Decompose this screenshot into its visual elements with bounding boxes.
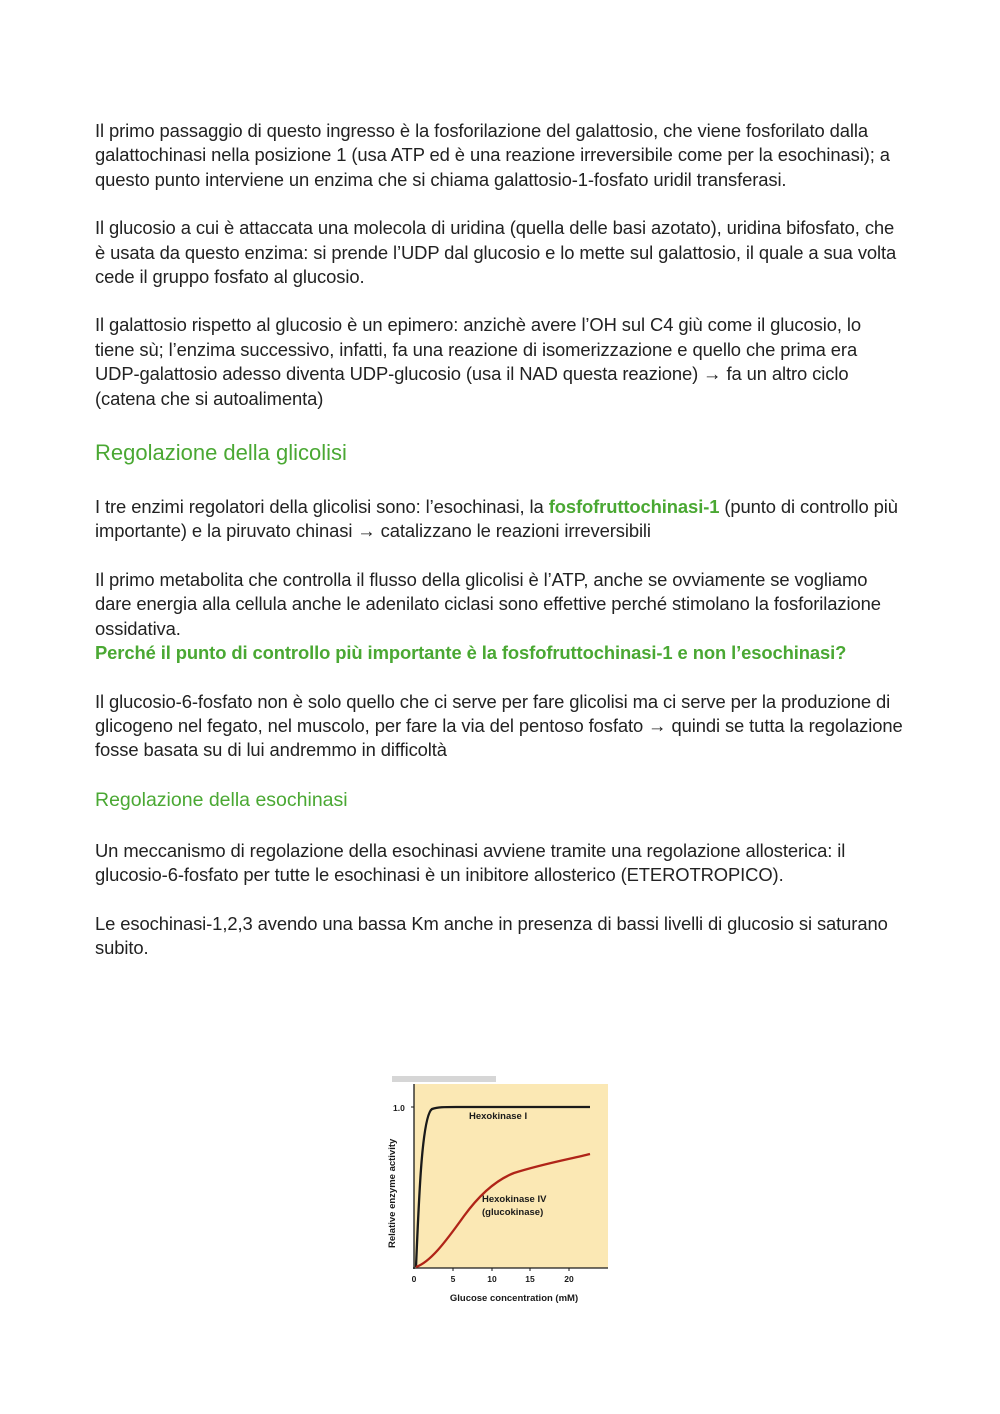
paragraph-galactose-phosphorylation: Il primo passaggio di questo ingresso è la fosforilazione del galattosio, che viene fosforilato dalla galattochinasi nella posizione 1 (usa ATP ed è una reazione irreversibile come per la esochinasi); a questo punto interviene un enzima che si chiama galattosio-1-fosfato uridil transferasi.: [95, 120, 890, 190]
paragraph-atp-control: Il primo metabolita che controlla il flusso della glicolisi è l’ATP, anche se ovviamente se vogliamo dare energia alla cellula anche le adenilato ciclasi sono effettive perché stimolano la fosforilazione ossidativa.: [95, 568, 881, 639]
text-segment: I tre enzimi regolatori della glicolisi sono: l’esochinasi, la: [95, 496, 549, 518]
hexokinase-graph: [382, 1076, 614, 1306]
paragraph-udp-glucose: Il glucosio a cui è attaccata una molecola di uridina (quella delle basi azotato), uridina bifosfato, che è usata da questo enzima: si prende l’UDP dal glucosio e lo mette sul galattosio, il quale a sua volta cede il gruppo fosfato al glucosio.: [95, 217, 897, 288]
cropped-header-remnant: [392, 1076, 496, 1082]
x-tick-labels: [412, 1274, 574, 1284]
x-axis-label: Glucose concentration (mM): [449, 1293, 579, 1304]
x-tick-label: 15: [525, 1274, 535, 1284]
paragraph-allosteric-regulation: Un meccanismo di regolazione della esochinasi avviene tramite una regolazione allosterica: il glucosio-6-fosfato per tutte le esochinasi è un inibitore allosterico (ETEROTROPICO).: [95, 839, 846, 886]
question-pfk1-control: Perché il punto di controllo più importante è la fosfofruttochinasi-1 e non l’esochinasi?: [95, 642, 847, 664]
heading-glycolysis-regulation: Regolazione della glicolisi: [95, 440, 347, 466]
x-tick-label: 5: [450, 1274, 456, 1284]
x-tick-label: 0: [411, 1274, 417, 1284]
highlight-pfk1: fosfofruttochinasi-1: [548, 496, 720, 518]
hexokinase-i-label: Hexokinase I: [469, 1111, 528, 1122]
document-page: [95, 119, 905, 960]
paragraph-epimer: Il galattosio rispetto al glucosio è un epimero: anzichè avere l’OH sul C4 giù come il glucosio, lo tiene sù; l’enzima successivo, infatti, fa una reazione di isomerizzazione e quello che prima era UDP-galattosio adesso diventa UDP-glucosio (usa il NAD questa reazione) → fa un altro ciclo (catena che si autoalimenta): [95, 314, 861, 409]
y-axis-label: Relative enzyme activity: [387, 1138, 398, 1248]
hexokinase-activity-figure: [382, 1076, 614, 1306]
x-tick-label: 20: [564, 1274, 574, 1284]
heading-hexokinase-regulation: Regolazione della esochinasi: [95, 788, 348, 811]
y-tick-label: 1.0: [393, 1103, 405, 1113]
hexokinase-iv-label: Hexokinase IV: [482, 1194, 547, 1205]
paragraph-g6p: Il glucosio-6-fosfato non è solo quello che ci serve per fare glicolisi ma ci serve per la produzione di glicogeno nel fegato, nel muscolo, per fare la via del pentoso fosfato → quindi se tutta la regolazione fosse basata su di lui andremmo in difficoltà: [95, 690, 903, 761]
paragraph-regulatory-enzymes: [95, 495, 905, 544]
text-segment: (punto di controllo più importante) e la piruvato chinasi → catalizzano le reazioni irreversibili: [95, 496, 898, 542]
x-tick-label: 10: [487, 1274, 497, 1284]
paragraph-low-km: Le esochinasi-1,2,3 avendo una bassa Km anche in presenza di bassi livelli di glucosio si saturano subito.: [95, 912, 888, 958]
glucokinase-label: (glucokinase): [482, 1207, 544, 1218]
